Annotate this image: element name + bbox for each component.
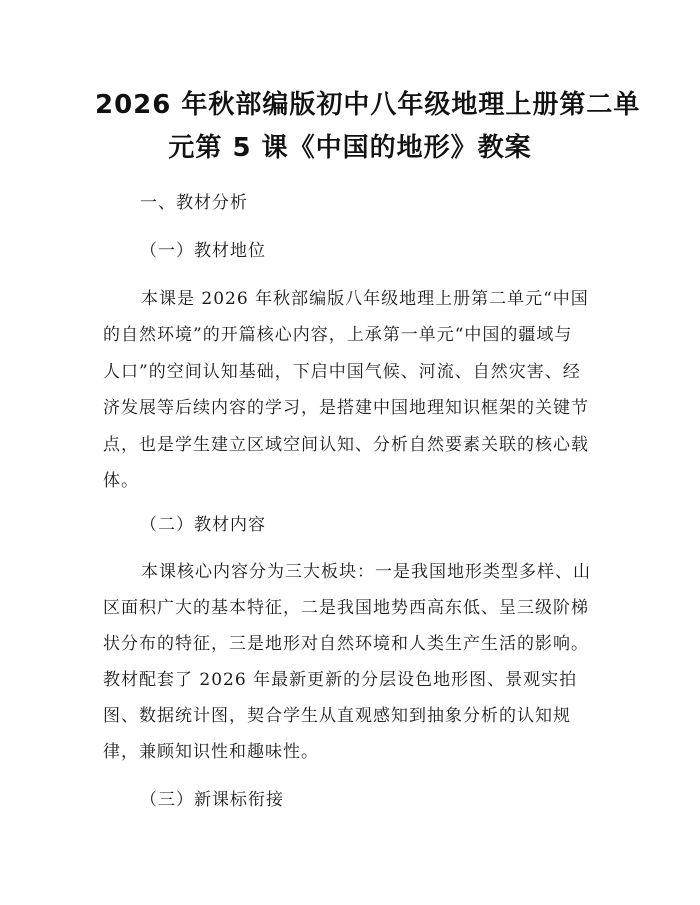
document-title-line-2: 元第 5 课《中国的地形》教案 [168,133,532,163]
subsection-heading-curriculum-standard: （三）新课标衔接 [140,790,284,810]
subsection-heading-textbook-position: （一）教材地位 [140,241,266,261]
paragraph-line: 状分布的特征，三是地形对自然环境和人类生产生活的影响。 [103,634,589,654]
paragraph-line: 点，也是学生建立区域空间认知、分析自然要素关联的核心载 [103,435,589,455]
paragraph-line: 体。 [103,471,139,491]
paragraph-line: 图、数据统计图，契合学生从直观感知到抽象分析的认知规 [103,706,571,726]
document-title-line-1: 2026 年秋部编版初中八年级地理上册第二单 [95,90,641,120]
paragraph-line: 本课核心内容分为三大板块：一是我国地形类型多样、山 [141,562,591,582]
paragraph-line: 本课是 2026 年秋部编版八年级地理上册第二单元“中国 [141,289,589,309]
subsection-heading-textbook-content: （二）教材内容 [140,515,266,535]
section-heading-textbook-analysis: 一、教材分析 [140,193,248,213]
paragraph-line: 律，兼顾知识性和趣味性。 [103,742,319,762]
paragraph-line: 人口”的空间认知基础，下启中国气候、河流、自然灾害、经 [103,362,581,382]
paragraph-line: 区面积广大的基本特征，二是我国地势西高东低、呈三级阶梯 [103,598,589,618]
paragraph-line: 济发展等后续内容的学习，是搭建中国地理知识框架的关键节 [103,398,589,418]
paragraph-line: 的自然环境”的开篇核心内容，上承第一单元“中国的疆域与 [103,325,573,345]
paragraph-line: 教材配套了 2026 年最新更新的分层设色地形图、景观实拍 [103,670,578,690]
